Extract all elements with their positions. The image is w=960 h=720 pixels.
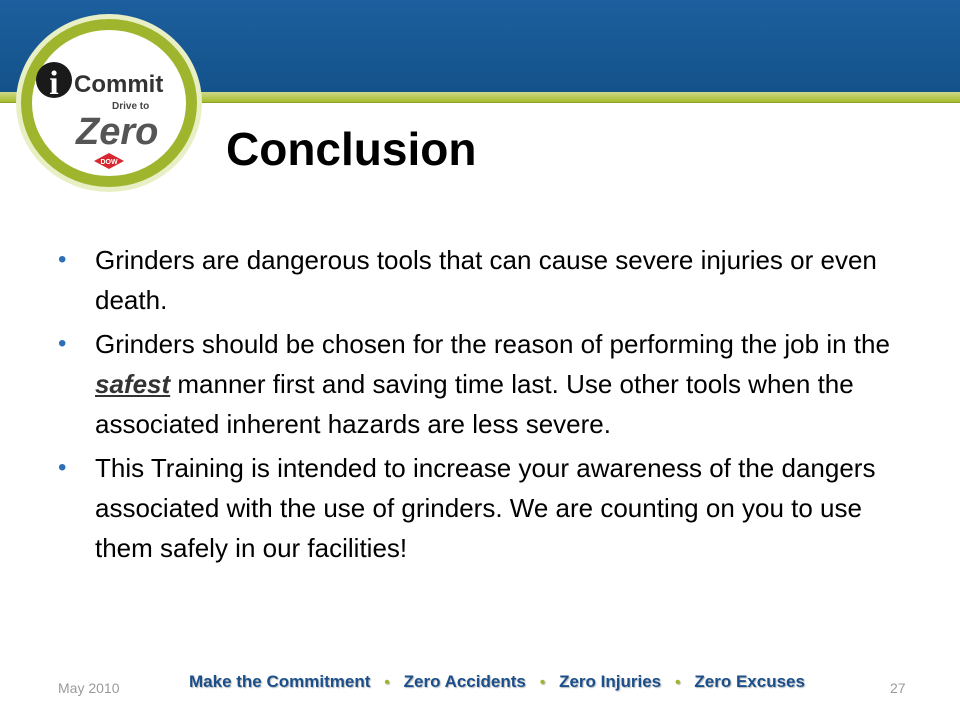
bullet-text-end: manner first and saving time last. Use other tools when the associated inherent hazards are less severe. bbox=[95, 369, 854, 439]
slogan-part: Zero Accidents bbox=[403, 672, 526, 691]
bullet-text: This Training is intended to increase your awareness of the dangers associated with the use of grinders. We are counting on you to use them safely in our facilities! bbox=[95, 453, 876, 563]
slogan-part: Make the Commitment bbox=[189, 672, 371, 691]
svg-text:Drive to: Drive to bbox=[112, 101, 150, 112]
page-number: 27 bbox=[890, 680, 906, 696]
bullet-item bbox=[58, 448, 908, 568]
bullet-item bbox=[58, 240, 908, 320]
bullet-dot-icon: • bbox=[58, 454, 67, 481]
slogan-part: Zero Injuries bbox=[559, 672, 662, 691]
slogan-separator: • bbox=[539, 674, 546, 691]
slide-title: Conclusion bbox=[226, 123, 477, 175]
svg-text:i: i bbox=[49, 65, 59, 102]
bullet-item bbox=[58, 324, 908, 444]
svg-text:Zero: Zero bbox=[76, 111, 159, 153]
svg-text:Commit: Commit bbox=[74, 71, 164, 98]
footer-date: May 2010 bbox=[58, 680, 120, 696]
bullet-dot-icon: • bbox=[58, 246, 67, 273]
bullet-text-start: Grinders should be chosen for the reason of performing the job in the bbox=[95, 329, 890, 359]
slogan-separator: • bbox=[384, 674, 390, 691]
slogan-part: Zero Excuses bbox=[694, 672, 805, 691]
slogan-separator: • bbox=[675, 674, 681, 691]
footer-slogan bbox=[189, 672, 805, 692]
icommit-drive-to-zero-logo bbox=[14, 12, 204, 194]
emphasized-word: safest bbox=[95, 369, 171, 399]
bullet-dot-icon: • bbox=[58, 330, 67, 357]
svg-text:DOW: DOW bbox=[100, 159, 118, 166]
bullet-text: Grinders are dangerous tools that can cause severe injuries or even death. bbox=[95, 245, 877, 315]
bullet-list bbox=[58, 240, 908, 572]
